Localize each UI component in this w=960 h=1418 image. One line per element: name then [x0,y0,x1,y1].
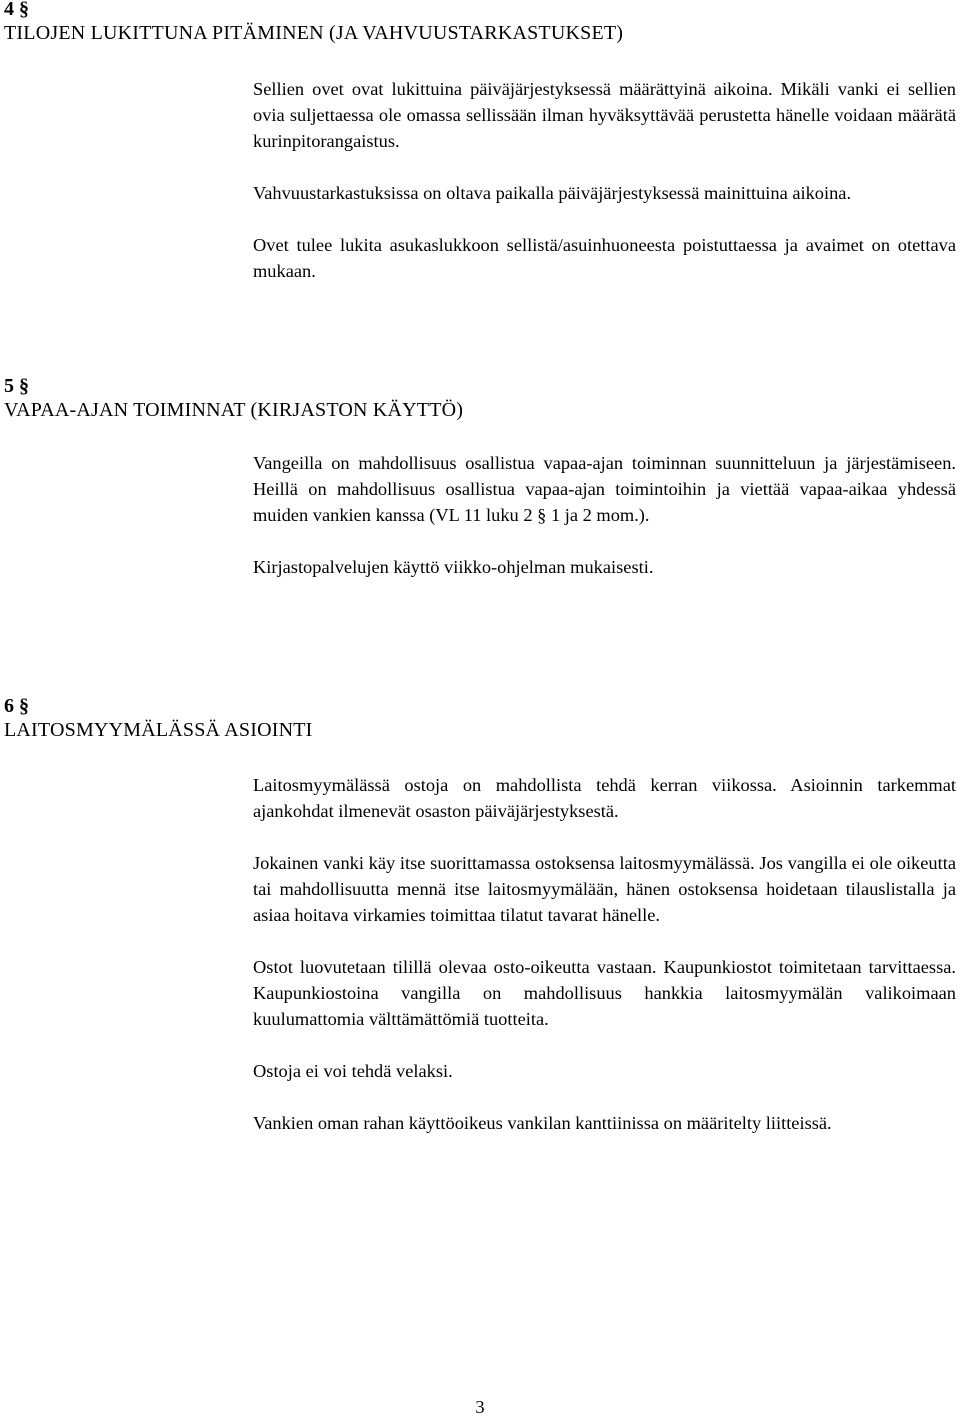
paragraph: Ostot luovutetaan tilillä olevaa osto-oikeutta vastaan. Kaupunkiostot toimitetaan tarvittaessa. Kaupunkiostoina vangilla on mahdollisuus hankkia laitosmyymälän valikoimaan kuulumattomia välttämättömiä tuotteita. [253,957,956,1029]
section-number: 5 § [4,375,29,397]
paragraph: Sellien ovet ovat lukittuina päiväjärjestyksessä määrättyinä aikoina. Mikäli vanki ei sellien ovia suljettaessa ole omassa sellissään ilman hyväksyttävää perustetta hänelle voidaan määrätä kurinpitorangaistus. [253,79,956,151]
paragraph: Vangeilla on mahdollisuus osallistua vapaa-ajan toiminnan suunnitteluun ja järjestämiseen. Heillä on mahdollisuus osallistua vapaa-ajan toimintoihin ja viettää vapaa-aikaa yhdessä muiden vankien kanssa (VL 11 luku 2 § 1 ja 2 mom.). [253,453,956,525]
page-number: 3 [475,1397,485,1417]
section-title: TILOJEN LUKITTUNA PITÄMINEN (JA VAHVUUSTARKASTUKSET) [4,22,624,44]
paragraph: Laitosmyymälässä ostoja on mahdollista tehdä kerran viikossa. Asioinnin tarkemmat ajankohdat ilmenevät osaston päiväjärjestyksestä. [253,775,956,821]
section-4-body [253,76,956,284]
paragraph: Vankien oman rahan käyttöoikeus vankilan kanttiinissa on määritelty liitteissä. [253,1113,832,1133]
section-6-body [253,772,956,1136]
section-6-heading [4,694,954,742]
section-number: 6 § [4,695,29,717]
section-5-heading [4,374,954,422]
section-number: 4 § [4,0,29,20]
paragraph: Jokainen vanki käy itse suorittamassa ostoksensa laitosmyymälässä. Jos vangilla ei ole oikeutta tai mahdollisuutta mennä itse laitosmyymälään, hänen ostoksensa hoidetaan tilauslistalla ja asiaa hoitava virkamies toimittaa tilatut tavarat hänelle. [253,853,956,925]
paragraph: Vahvuustarkastuksissa on oltava paikalla päiväjärjestyksessä mainittuina aikoina. [253,183,852,203]
paragraph: Ovet tulee lukita asukaslukkoon sellistä/asuinhuoneesta poistuttaessa ja avaimet on otettava mukaan. [253,235,956,281]
section-title: VAPAA-AJAN TOIMINNAT (KIRJASTON KÄYTTÖ) [4,399,464,421]
paragraph: Kirjastopalvelujen käyttö viikko-ohjelman mukaisesti. [253,557,654,577]
section-5-body [253,450,956,580]
section-4-heading [4,0,954,45]
paragraph: Ostoja ei voi tehdä velaksi. [253,1061,453,1081]
section-title: LAITOSMYYMÄLÄSSÄ ASIOINTI [4,719,313,741]
